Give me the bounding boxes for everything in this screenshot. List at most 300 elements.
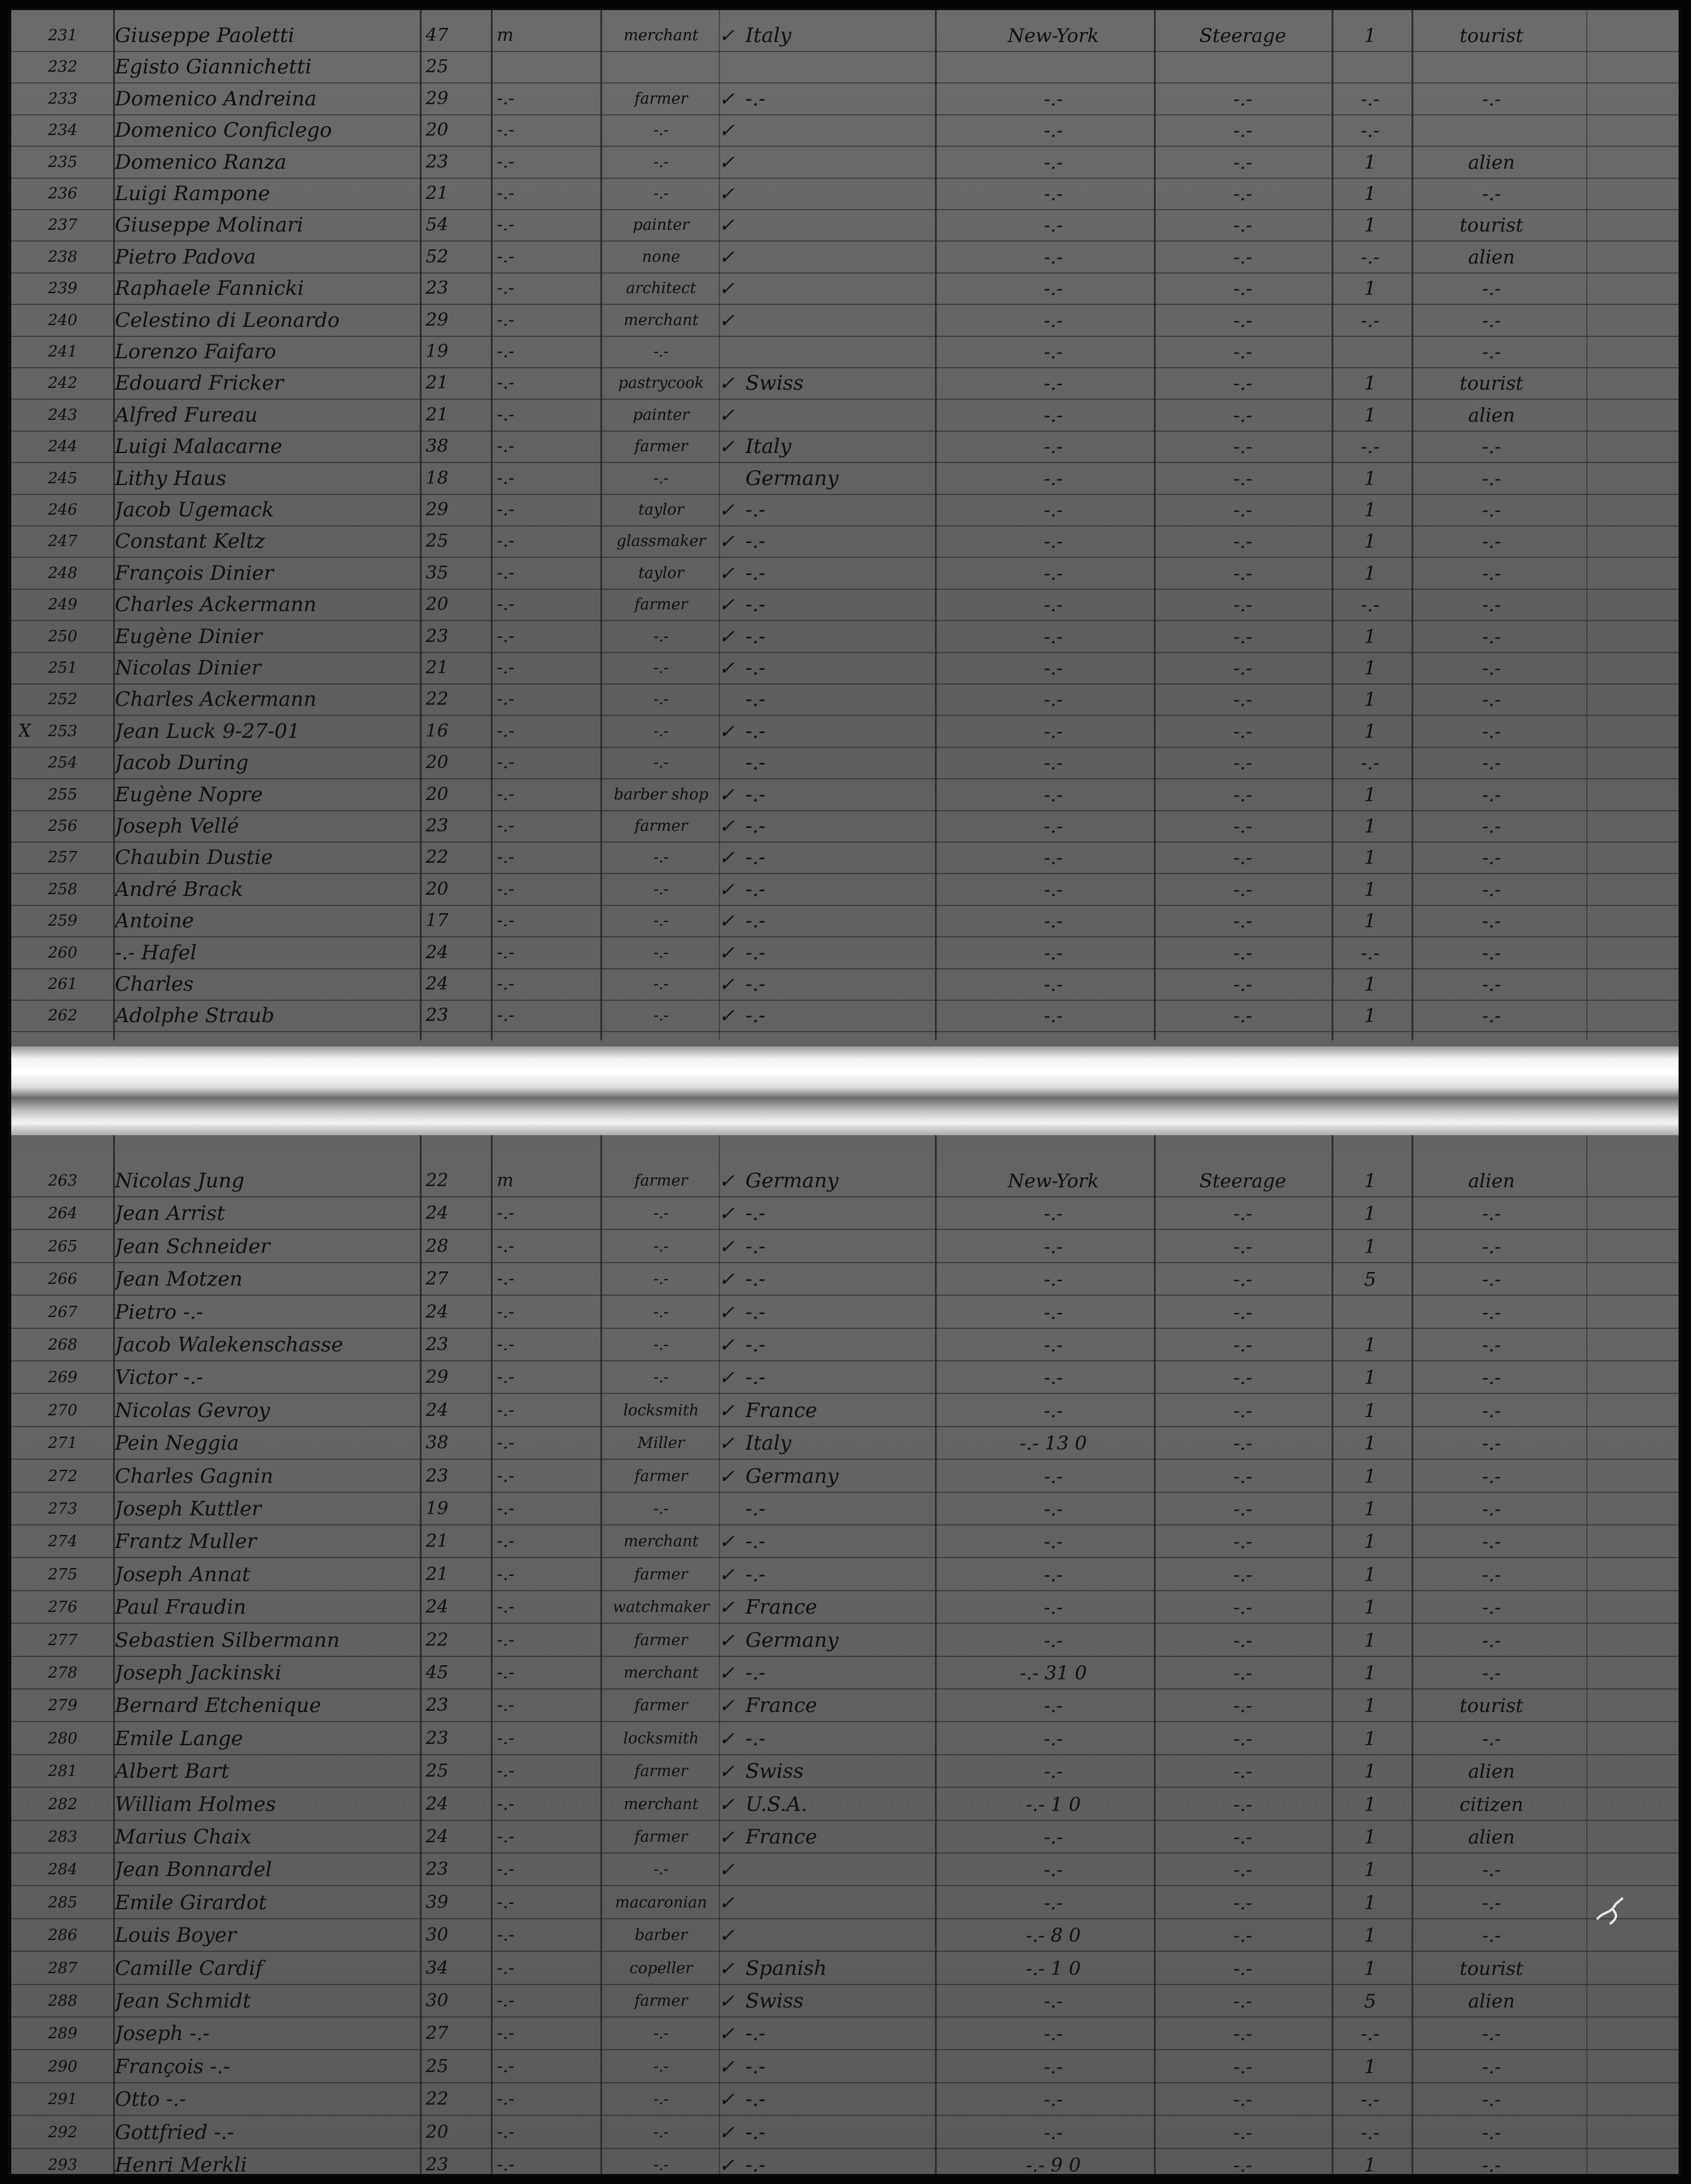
destination-port: -.- [1044,2088,1063,2111]
check-mark: ✓ [719,245,735,268]
passenger-name: Joseph Kuttler [115,1497,262,1521]
ledger-row [11,1623,1679,1657]
passenger-name: Luigi Rampone [115,182,270,205]
passenger-nationality: -.- [745,814,766,838]
passenger-age: 23 [426,1695,449,1716]
passenger-nationality: Germany [745,1169,839,1193]
passenger-nationality: -.- [745,1333,766,1357]
passenger-occupation: -.- [653,2057,669,2076]
passenger-sex: -.- [497,942,515,963]
passenger-sex: -.- [497,1563,515,1585]
passenger-count: 1 [1364,1826,1377,1848]
passenger-occupation: architect [626,280,696,298]
passenger-age: 24 [426,1793,449,1814]
passenger-name: Otto -.- [115,2087,187,2112]
passenger-count: 1 [1364,1694,1377,1717]
passage-class: -.- [1233,119,1252,142]
passenger-occupation: farmer [634,1828,688,1846]
passenger-age: 22 [426,1629,449,1650]
passenger-sex: -.- [497,88,515,109]
passenger-nationality: -.- [745,782,766,807]
passenger-occupation: farmer [634,1631,688,1649]
passage-class: -.- [1233,1727,1252,1750]
passenger-count: 1 [1364,1004,1377,1027]
passenger-name: François Dinier [115,561,274,585]
destination-port: -.- 8 0 [1025,1924,1081,1947]
entry-number: 270 [48,1401,78,1419]
passenger-nationality: Germany [745,466,839,490]
passenger-count: 1 [1364,403,1377,426]
passenger-name: -.- Hafel [115,940,197,965]
passenger-occupation: -.- [653,1270,669,1289]
passenger-sex: -.- [497,1301,515,1322]
entry-number: 282 [48,1795,78,1813]
entry-number: 238 [48,248,78,266]
passenger-count: 1 [1364,720,1377,743]
check-mark: ✓ [719,1793,735,1816]
passenger-count: 1 [1364,815,1377,837]
passage-class: -.- [1233,1563,1252,1586]
entry-number: 260 [48,943,78,962]
ledger-row [11,746,1679,779]
passenger-sex: -.- [497,815,515,836]
check-mark: ✓ [719,625,735,648]
passenger-name: Giuseppe Molinari [115,213,304,237]
destination-port: -.- [1044,1366,1063,1389]
passage-class: -.- [1233,214,1252,237]
passage-class: -.- [1233,2022,1252,2045]
check-mark: ✓ [719,1464,735,1488]
passenger-occupation: -.- [653,1205,669,1223]
passenger-occupation: locksmith [623,1401,699,1419]
destination-port: -.- [1044,2055,1063,2078]
ledger-row [11,904,1679,937]
passenger-age: 23 [426,1727,449,1749]
destination-port: -.- [1044,846,1063,869]
margin-mark: X [18,720,31,741]
ledger-row [11,1787,1679,1821]
passenger-count: 1 [1364,214,1377,237]
passage-class: -.- [1233,1399,1252,1422]
passenger-count: 1 [1364,1662,1377,1684]
passenger-name: Jacob During [115,751,249,775]
passenger-sex: -.- [497,689,515,710]
passenger-occupation: farmer [634,1697,688,1715]
destination-port: -.- [1044,1399,1063,1422]
passenger-count: 1 [1364,150,1377,174]
passenger-count: 1 [1364,1334,1377,1356]
passenger-occupation: merchant [623,311,699,329]
entry-number: 292 [48,2123,78,2141]
destination-port: -.- [1044,1990,1063,2012]
destination-port: -.- [1044,2022,1063,2045]
ledger-row [11,461,1679,495]
passenger-status: -.- [1482,941,1501,964]
passenger-status: -.- [1482,1334,1501,1356]
entry-number: 252 [48,690,78,709]
destination-port: -.- [1044,1760,1063,1783]
passenger-count: -.- [1361,941,1380,964]
ledger-row [11,1262,1679,1296]
passage-class: -.- [1233,2121,1252,2144]
destination-port: -.- [1044,150,1063,174]
passage-class: -.- [1233,815,1252,837]
passenger-count: 1 [1364,973,1377,995]
passenger-status: alien [1468,1990,1515,2012]
passenger-age: 22 [426,847,449,868]
passage-class: -.- [1233,720,1252,743]
destination-port: -.- [1044,1727,1063,1750]
passenger-sex: -.- [497,1662,515,1683]
check-mark: ✓ [719,24,735,47]
passage-class: -.- [1233,1694,1252,1717]
passenger-occupation: merchant [623,27,699,44]
passenger-occupation: painter [632,406,690,424]
passage-class: Steerage [1199,24,1287,47]
passenger-occupation: farmer [634,1762,688,1781]
check-mark: ✓ [719,2055,735,2078]
ledger-row [11,1754,1679,1788]
check-mark: ✓ [719,1957,735,1980]
check-mark: ✓ [719,1924,735,1947]
passage-class: -.- [1233,751,1252,775]
destination-port: -.- [1044,1268,1063,1291]
check-mark: ✓ [719,1004,735,1027]
passenger-age: 28 [426,1235,449,1257]
passage-class: -.- [1233,182,1252,205]
passenger-age: 23 [426,1005,449,1026]
destination-port: -.- [1044,1891,1063,1914]
passage-class: -.- [1233,1464,1252,1488]
passenger-name: Charles Ackermann [115,593,317,617]
entry-number: 246 [48,501,78,519]
ledger-row [11,1918,1679,1952]
passenger-status: -.- [1482,1268,1501,1291]
passenger-name: William Holmes [115,1792,276,1816]
passage-class: -.- [1233,1596,1252,1619]
entry-number: 291 [48,2090,78,2109]
passage-class: -.- [1233,1760,1252,1783]
passenger-name: Edouard Fricker [115,371,284,396]
check-mark: ✓ [719,182,735,205]
ledger-row [11,1229,1679,1263]
passenger-count: 1 [1364,24,1377,47]
passenger-occupation: -.- [653,627,669,645]
passenger-sex: -.- [497,1005,515,1026]
entry-number: 289 [48,2025,78,2043]
ledger-row [11,1295,1679,1329]
check-mark: ✓ [719,783,735,806]
entry-number: 265 [48,1237,78,1255]
ledger-row [11,1459,1679,1493]
passenger-nationality: France [745,1825,818,1849]
passenger-sex: -.- [497,1925,515,1946]
passenger-name: Celestino di Leonardo [115,308,340,332]
entry-number: 264 [48,1205,78,1223]
passenger-sex: -.- [497,2154,515,2175]
passenger-nationality: Italy [745,1431,792,1456]
ledger-row [11,2115,1679,2149]
ledger-row [11,1984,1679,2018]
passenger-name: Louis Boyer [115,1923,237,1948]
destination-port: -.- [1044,1530,1063,1553]
passenger-age: 24 [426,1301,449,1322]
ledger-row [11,493,1679,526]
passenger-nationality: -.- [745,751,766,775]
passenger-occupation: painter [632,216,690,235]
passage-class: -.- [1233,783,1252,806]
passenger-nationality: Swiss [745,1759,804,1784]
entry-number: 261 [48,975,78,993]
check-mark: ✓ [719,499,735,521]
passenger-occupation: pastrycook [618,374,704,393]
passage-class: -.- [1233,2088,1252,2111]
passenger-nationality: -.- [745,656,766,680]
passenger-sex: -.- [497,246,515,267]
destination-port: -.- [1044,1694,1063,1717]
passenger-age: 23 [426,278,449,299]
destination-port: -.- 1 0 [1025,1793,1081,1816]
passenger-status: alien [1468,1760,1515,1783]
check-mark: ✓ [719,1366,735,1389]
passenger-status: -.- [1482,435,1501,458]
passenger-status: -.- [1482,751,1501,775]
passenger-nationality: -.- [745,719,766,743]
passenger-count: -.- [1361,435,1380,458]
passenger-nationality: -.- [745,86,766,111]
ledger-row [11,335,1679,368]
passenger-age: 25 [426,1761,449,1782]
passenger-status: -.- [1482,593,1501,616]
entry-number: 275 [48,1565,78,1584]
destination-port: -.- [1044,720,1063,743]
passenger-status: -.- [1482,1498,1501,1520]
passenger-count: -.- [1361,2088,1380,2111]
passenger-name: Gottfried -.- [115,2120,234,2144]
ledger-row [11,587,1679,621]
destination-port: -.- [1044,530,1063,553]
destination-port: -.- [1044,657,1063,679]
destination-port: -.- [1044,1464,1063,1488]
passenger-name: Albert Bart [115,1759,230,1784]
passenger-age: 23 [426,1465,449,1486]
passenger-sex: -.- [497,1597,515,1618]
entry-number: 288 [48,1992,78,2010]
passenger-occupation: -.- [653,754,669,772]
passenger-occupation: -.- [653,690,669,709]
destination-port: -.- [1044,499,1063,521]
passenger-status: -.- [1482,846,1501,869]
passage-class: -.- [1233,1924,1252,1947]
passenger-name: Egisto Giannichetti [115,55,312,79]
entry-number: 283 [48,1828,78,1846]
ledger-row [11,809,1679,843]
passenger-name: François -.- [115,2054,230,2079]
ledger-row [11,2050,1679,2083]
passenger-status: -.- [1482,1858,1501,1881]
passenger-status: -.- [1482,1563,1501,1586]
passenger-occupation: -.- [653,880,669,898]
passenger-count: 1 [1364,1202,1377,1225]
passenger-nationality: -.- [745,1234,766,1258]
passenger-name: Jean Arrist [115,1202,225,1226]
passenger-status: -.- [1482,499,1501,521]
ledger-block-top [11,10,1679,1040]
passenger-age: 24 [426,1597,449,1618]
passenger-nationality: France [745,1398,818,1422]
destination-port: -.- [1044,119,1063,142]
ledger-row [11,18,1679,52]
passenger-sex: -.- [497,1531,515,1552]
ledger-row [11,303,1679,337]
passenger-status: alien [1468,245,1515,268]
entry-number: 236 [48,185,78,203]
check-mark: ✓ [719,277,735,300]
destination-port: -.- [1044,688,1063,711]
destination-port: -.- 31 0 [1020,1662,1087,1684]
destination-port: -.- [1044,245,1063,268]
check-mark: ✓ [719,593,735,616]
passenger-name: Domenico Conficlego [115,118,332,143]
passenger-occupation: merchant [623,1795,699,1813]
passenger-name: Eugène Nopre [115,782,263,807]
passenger-name: Lithy Haus [115,466,227,490]
destination-port: -.- [1044,1004,1063,1027]
passenger-nationality: Germany [745,1464,839,1488]
entry-number: 247 [48,532,78,551]
passenger-status: -.- [1482,783,1501,806]
passenger-count: 1 [1364,1464,1377,1488]
passenger-occupation: -.- [653,1336,669,1354]
ledger-row [11,366,1679,400]
passenger-status: -.- [1482,561,1501,584]
passenger-occupation: -.- [653,659,669,677]
passenger-status: -.- [1482,309,1501,332]
passenger-nationality: Italy [745,24,792,47]
passenger-name: Frantz Muller [115,1530,257,1554]
passage-class: -.- [1233,1990,1252,2012]
ledger-row [11,1492,1679,1525]
check-mark: ✓ [719,372,735,395]
passenger-sex: -.- [497,1203,515,1224]
ledger-block-bottom [11,1135,1679,2177]
passenger-status: -.- [1482,2121,1501,2144]
passenger-occupation: Miller [637,1434,685,1453]
ledger-row [11,176,1679,210]
entry-number: 266 [48,1270,78,1289]
passenger-nationality: -.- [745,1530,766,1554]
entry-number: 277 [48,1631,78,1649]
passenger-age: 21 [426,404,449,425]
passenger-sex: -.- [497,467,515,489]
destination-port: -.- [1044,277,1063,300]
passenger-sex: -.- [497,783,515,805]
passenger-name: Nicolas Gevroy [115,1398,270,1422]
passenger-age: 18 [426,467,449,489]
passenger-sex: -.- [497,752,515,773]
destination-port: -.- [1044,1826,1063,1848]
passenger-age: 25 [426,56,449,78]
check-mark: ✓ [719,720,735,743]
passenger-name: Domenico Andreina [115,86,317,111]
passenger-status: -.- [1482,1662,1501,1684]
entry-number: 235 [48,153,78,171]
destination-port: -.- 9 0 [1025,2154,1081,2176]
ledger-row [11,2016,1679,2050]
passage-class: -.- [1233,1826,1252,1848]
passenger-nationality: France [745,1595,818,1620]
passenger-name: Marius Chaix [115,1825,252,1849]
passenger-occupation: -.- [653,943,669,962]
passenger-name: Charles Gagnin [115,1464,274,1488]
passenger-occupation: -.- [653,2156,669,2174]
passage-class: -.- [1233,657,1252,679]
passenger-occupation: farmer [634,596,688,614]
passenger-count: -.- [1361,245,1380,268]
passenger-status: alien [1468,403,1515,426]
passenger-nationality: -.- [745,529,766,554]
passenger-status: -.- [1482,467,1501,490]
entry-number: 244 [48,438,78,456]
ledger-row [11,2082,1679,2116]
passenger-count: -.- [1361,87,1380,110]
check-mark: ✓ [719,87,735,110]
passenger-status: citizen [1459,1793,1523,1816]
entry-number: 263 [48,1172,78,1190]
passenger-status: -.- [1482,1596,1501,1619]
passenger-count: 1 [1364,277,1377,300]
entry-number: 259 [48,912,78,930]
destination-port: -.- 13 0 [1020,1432,1087,1455]
passenger-sex: m [497,25,514,46]
passenger-sex: -.- [497,1433,515,1454]
passenger-age: 22 [426,2089,449,2110]
passenger-occupation: -.- [653,1007,669,1025]
passenger-status: -.- [1482,910,1501,933]
passage-class: -.- [1233,1957,1252,1980]
destination-port: -.- [1044,1334,1063,1356]
entry-number: 258 [48,880,78,898]
ledger-row [11,778,1679,811]
passenger-nationality: -.- [745,2022,766,2046]
ledger-row [11,1557,1679,1591]
passenger-name: Jean Luck 9-27-01 [115,719,300,743]
passenger-age: 27 [426,2023,449,2044]
passage-class: -.- [1233,688,1252,711]
passenger-sex: -.- [497,1465,515,1486]
passenger-status: -.- [1482,1235,1501,1258]
entry-number: 286 [48,1926,78,1945]
passenger-age: 22 [426,1170,449,1191]
passenger-count: 1 [1364,1530,1377,1553]
passenger-occupation: copeller [629,1959,693,1977]
ledger-row [11,936,1679,969]
check-mark: ✓ [719,309,735,332]
check-mark: ✓ [719,1432,735,1455]
destination-port: -.- [1044,1858,1063,1881]
passage-class: -.- [1233,245,1252,268]
check-mark: ✓ [719,119,735,142]
ledger-row [11,1721,1679,1755]
passenger-occupation: macaronian [615,1893,708,1912]
passenger-count: 1 [1364,530,1377,553]
passenger-occupation: barber [634,1926,688,1945]
passenger-age: 24 [426,1399,449,1421]
passenger-age: 23 [426,815,449,836]
destination-port: New-York [1008,24,1099,47]
destination-port: -.- [1044,941,1063,964]
passenger-count: 5 [1364,1990,1377,2012]
